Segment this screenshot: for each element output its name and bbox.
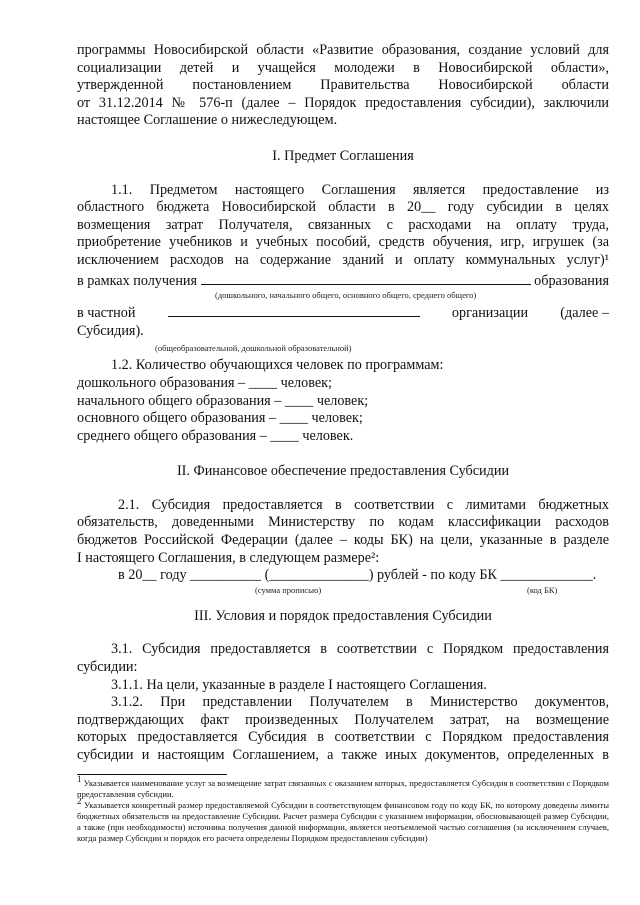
students-count-item (77, 375, 609, 393)
sum-hint: (сумма прописью) (255, 584, 322, 595)
clause-line: 3.1. Субсидия предоставляется в соответствии с Порядком предоставления (111, 641, 609, 658)
footnote-text: Указывается конкретный размер предоставляемой Субсидии в соответствующем финансовом году по коду БК, по которому доведены лимиты бюджетных обязательств на предоставление Субсидии. Расчет размера Субсидии с указанием информации, обосновывающей размер Субсидии, а также (при необходимости) источника получения данной информации, является неотъемлемой частью соглашения (за исключением случаев, когда размер Субсидии и порядок его расчета определены Порядком предоставления субсидии) (77, 799, 609, 843)
intro-line: социализации детей и учащейся молодежи в Новосибирской области», (77, 59, 609, 76)
clause-line: бюджетов Российской Федерации (далее – коды БК) на цели, указанные в разделе (77, 532, 609, 549)
clause-line: 1.1. Предметом настоящего Соглашения является предоставление из (111, 181, 609, 198)
subsidy-hints (77, 585, 609, 596)
clause-3-1 (77, 641, 609, 764)
clause-line: обязательств, доведенными Министерству по кодам классификации расходов (77, 514, 609, 531)
clause-line: которых предоставляется Субсидия в соответствии с Порядком предоставления (77, 729, 609, 746)
clause-line: возмещения затрат Получателя, связанных с расходами на оплату труда, (77, 216, 609, 233)
students-count-item (77, 393, 609, 411)
organization-type-blank (168, 302, 420, 317)
clause-line-end: (далее – (560, 305, 609, 322)
intro-paragraph (77, 42, 609, 130)
clause-line-mid: организации (451, 305, 529, 322)
clause-3-1-1: 3.1.1. На цели, указанные в разделе I настоящего Соглашения. (111, 676, 487, 693)
clause-line: областного бюджета Новосибирской области в 20__ году субсидии в целях (77, 199, 609, 216)
program-label: дошкольного образования – (77, 374, 246, 391)
clause-title: 1.2. Количество обучающихся человек по программам: (111, 357, 444, 374)
clause-2-1 (77, 497, 609, 596)
program-label: основного общего образования – (77, 410, 277, 427)
clause-1-2 (77, 357, 609, 445)
footnote-mark: 2 (77, 795, 82, 806)
intro-line: настоящее Соглашение о нижеследующем. (77, 112, 338, 129)
count-blank: ____ (270, 427, 299, 444)
clause-line: 2.1. Субсидия предоставляется в соответствии с лимитами бюджетных (118, 496, 609, 513)
footnote-text: Указывается наименование услуг за возмещение затрат связанных с оказанием которых, предоставляется Субсидия в соответствии с Порядком предоставления субсидии. (77, 777, 609, 799)
footnotes (77, 773, 609, 844)
clause-line: 3.1.2. При представлении Получателем в Министерство документов, (111, 694, 609, 711)
intro-line: от 31.12.2014 № 576-п (далее – Порядок предоставления субсидии), заключили (77, 94, 609, 111)
students-count-item (77, 428, 609, 446)
clause-line-end: образования (534, 272, 609, 289)
unit-label: человек. (302, 427, 354, 444)
unit-label: человек; (311, 410, 363, 427)
count-blank: ____ (284, 392, 314, 409)
clause-line: Субсидия). (77, 322, 144, 339)
section-2-heading: II. Финансовое обеспечение предоставления Субсидии (176, 463, 510, 480)
section-1-heading: I. Предмет Соглашения (272, 147, 414, 164)
unit-label: человек; (280, 374, 332, 391)
program-label: среднего общего образования – (77, 427, 267, 444)
intro-line: утвержденной постановлением Правительства Новосибирской области (77, 77, 609, 94)
clause-line: субсидии и настоящим Соглашением, а также иных документов, определенных в (77, 747, 609, 763)
footnote (77, 795, 609, 844)
organization-type-hint: (общеобразовательной, дошкольной образовательной) (155, 343, 352, 354)
students-count-item (77, 410, 609, 428)
clause-line: исключением расходов на содержание зданий и оплату коммунальных услуг)¹ (77, 251, 609, 268)
clause-line: субсидии: (77, 659, 138, 676)
education-type-blank (201, 270, 531, 285)
footnote (77, 773, 609, 800)
count-blank: ____ (279, 410, 308, 427)
section-3-heading: III. Условия и порядок предоставления Субсидии (194, 607, 492, 624)
education-type-line (77, 270, 609, 291)
subsidy-amount-line: в 20__ году __________ (______________) рублей - по коду БК _____________. (118, 567, 597, 584)
clause-line-start: в рамках получения (77, 272, 198, 289)
clause-line: I настоящего Соглашения, в следующем размере²: (77, 549, 380, 566)
clause-1-1 (77, 182, 609, 354)
code-hint: (код БК) (527, 584, 558, 595)
clause-line-start: в частной (77, 305, 136, 322)
unit-label: человек; (316, 392, 369, 409)
organization-type-line (77, 302, 609, 323)
clause-line: подтверждающих факт произведенных Получателем затрат, на возмещение (77, 711, 609, 728)
footnote-separator (77, 774, 227, 775)
footnote-mark: 1 (77, 773, 82, 784)
intro-line: программы Новосибирской области «Развитие образования, создание условий для (77, 42, 609, 58)
document-page (77, 42, 609, 844)
program-label: начального общего образования – (77, 392, 282, 409)
count-blank: ____ (248, 374, 278, 391)
clause-line: приобретение учебников и учебных пособий, средств обучения, игр, игрушек (за (77, 234, 609, 251)
students-list (77, 375, 609, 445)
education-type-hint: (дошкольного, начального общего, основного общего, среднего общего) (215, 290, 477, 301)
